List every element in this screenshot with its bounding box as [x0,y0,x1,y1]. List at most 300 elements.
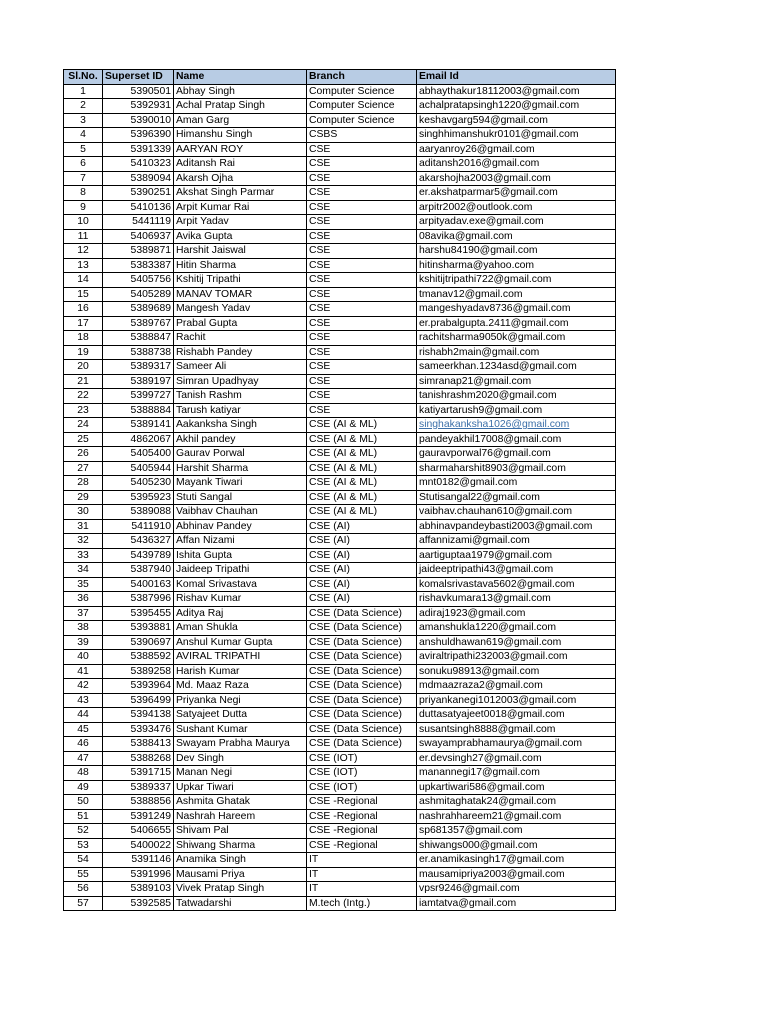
cell-superset-id: 5389088 [103,505,174,520]
cell-superset-id: 5410136 [103,200,174,215]
header-superset-id: Superset ID [103,70,174,85]
table-row [64,809,616,824]
cell-sl-no: 52 [64,824,103,839]
cell-superset-id: 5396390 [103,128,174,143]
cell-email: rishavkumara13@gmail.com [417,592,616,607]
cell-superset-id: 5405289 [103,287,174,302]
cell-sl-no: 41 [64,664,103,679]
cell-name: Rachit [174,331,307,346]
cell-name: Himanshu Singh [174,128,307,143]
cell-branch: CSE (Data Science) [307,679,417,694]
table-row [64,331,616,346]
cell-superset-id: 5390697 [103,635,174,650]
cell-superset-id: 5389317 [103,360,174,375]
table-row [64,200,616,215]
cell-branch: CSE (AI) [307,592,417,607]
cell-sl-no: 29 [64,490,103,505]
cell-email: amanshukla1220@gmail.com [417,621,616,636]
cell-superset-id: 5388884 [103,403,174,418]
table-row [64,389,616,404]
cell-branch: CSE (Data Science) [307,693,417,708]
cell-branch: CSE [307,157,417,172]
table-row [64,824,616,839]
cell-email: priyankanegi1012003@gmail.com [417,693,616,708]
cell-sl-no: 2 [64,99,103,114]
cell-sl-no: 23 [64,403,103,418]
cell-superset-id: 5388413 [103,737,174,752]
cell-email: rishabh2main@gmail.com [417,345,616,360]
cell-superset-id: 5388738 [103,345,174,360]
cell-branch: CSE [307,258,417,273]
cell-sl-no: 40 [64,650,103,665]
cell-sl-no: 13 [64,258,103,273]
cell-email: aaryanroy26@gmail.com [417,142,616,157]
cell-branch: CSE (AI & ML) [307,461,417,476]
table-row [64,142,616,157]
cell-name: Hitin Sharma [174,258,307,273]
cell-name: Harish Kumar [174,664,307,679]
cell-branch: IT [307,882,417,897]
cell-superset-id: 5411910 [103,519,174,534]
cell-name: Harshit Sharma [174,461,307,476]
cell-sl-no: 56 [64,882,103,897]
cell-branch: CSE [307,389,417,404]
cell-branch: CSE (IOT) [307,751,417,766]
cell-name: Mangesh Yadav [174,302,307,317]
cell-superset-id: 5436327 [103,534,174,549]
table-row [64,882,616,897]
cell-sl-no: 9 [64,200,103,215]
cell-superset-id: 5391146 [103,853,174,868]
cell-sl-no: 35 [64,577,103,592]
cell-email: arpitr2002@outlook.com [417,200,616,215]
table-row [64,621,616,636]
table-row [64,693,616,708]
cell-sl-no: 24 [64,418,103,433]
cell-superset-id: 5389767 [103,316,174,331]
cell-name: Aditansh Rai [174,157,307,172]
table-row [64,766,616,781]
table-row [64,432,616,447]
table-row [64,113,616,128]
header-sl-no: Sl.No. [64,70,103,85]
cell-superset-id: 5405400 [103,447,174,462]
table-row [64,780,616,795]
cell-sl-no: 26 [64,447,103,462]
cell-name: Nashrah Hareem [174,809,307,824]
cell-email: akarshojha2003@gmail.com [417,171,616,186]
cell-superset-id: 5391249 [103,809,174,824]
cell-sl-no: 39 [64,635,103,650]
cell-branch: CSE (Data Science) [307,621,417,636]
cell-email: sp681357@gmail.com [417,824,616,839]
cell-name: Dev Singh [174,751,307,766]
cell-sl-no: 53 [64,838,103,853]
cell-sl-no: 3 [64,113,103,128]
cell-branch: CSE [307,302,417,317]
cell-name: Abhinav Pandey [174,519,307,534]
cell-sl-no: 34 [64,563,103,578]
cell-name: Swayam Prabha Maurya [174,737,307,752]
header-name: Name [174,70,307,85]
cell-email: sameerkhan.1234asd@gmail.com [417,360,616,375]
cell-name: Prabal Gupta [174,316,307,331]
cell-branch: IT [307,853,417,868]
table-row [64,548,616,563]
cell-superset-id: 5393881 [103,621,174,636]
cell-email: upkartiwari586@gmail.com [417,780,616,795]
header-email: Email Id [417,70,616,85]
cell-superset-id: 5400022 [103,838,174,853]
cell-branch: CSE (Data Science) [307,737,417,752]
cell-branch: CSE (IOT) [307,766,417,781]
cell-branch: CSE (AI) [307,563,417,578]
cell-superset-id: 5394138 [103,708,174,723]
cell-sl-no: 38 [64,621,103,636]
cell-branch: CSE (AI) [307,577,417,592]
cell-branch: CSE -Regional [307,795,417,810]
cell-email: mangeshyadav8736@gmail.com [417,302,616,317]
cell-branch: Computer Science [307,99,417,114]
cell-name: Anamika Singh [174,853,307,868]
cell-sl-no: 21 [64,374,103,389]
cell-superset-id: 5392585 [103,896,174,911]
cell-sl-no: 18 [64,331,103,346]
cell-superset-id: 5391715 [103,766,174,781]
cell-email: vaibhav.chauhan610@gmail.com [417,505,616,520]
cell-branch: IT [307,867,417,882]
cell-email: susantsingh8888@gmail.com [417,722,616,737]
cell-name: Akarsh Ojha [174,171,307,186]
cell-superset-id: 5389689 [103,302,174,317]
cell-name: Md. Maaz Raza [174,679,307,694]
table-row [64,505,616,520]
cell-name: Stuti Sangal [174,490,307,505]
cell-superset-id: 5389337 [103,780,174,795]
cell-email: abhinavpandeybasti2003@gmail.com [417,519,616,534]
table-row [64,374,616,389]
cell-name: Ashmita Ghatak [174,795,307,810]
cell-branch: CSE [307,229,417,244]
table-row [64,795,616,810]
cell-sl-no: 36 [64,592,103,607]
cell-branch: CSE [307,287,417,302]
cell-sl-no: 20 [64,360,103,375]
cell-email: er.prabalgupta.2411@gmail.com [417,316,616,331]
cell-email: Stutisangal22@gmail.com [417,490,616,505]
cell-email: er.anamikasingh17@gmail.com [417,853,616,868]
cell-sl-no: 37 [64,606,103,621]
cell-sl-no: 6 [64,157,103,172]
table-row [64,345,616,360]
cell-branch: Computer Science [307,113,417,128]
cell-email: aditansh2016@gmail.com [417,157,616,172]
table-row [64,606,616,621]
cell-branch: CSE [307,403,417,418]
cell-email: er.akshatparmar5@gmail.com [417,186,616,201]
cell-sl-no: 25 [64,432,103,447]
cell-name: Harshit Jaiswal [174,244,307,259]
cell-superset-id: 5390251 [103,186,174,201]
cell-sl-no: 49 [64,780,103,795]
cell-superset-id: 5388268 [103,751,174,766]
cell-sl-no: 7 [64,171,103,186]
cell-name: Aman Shukla [174,621,307,636]
table-row [64,186,616,201]
cell-branch: CSE (AI) [307,548,417,563]
cell-sl-no: 45 [64,722,103,737]
cell-name: Affan Nizami [174,534,307,549]
table-row [64,244,616,259]
cell-superset-id: 4862067 [103,432,174,447]
cell-branch: CSE [307,200,417,215]
cell-name: Upkar Tiwari [174,780,307,795]
cell-email: pandeyakhil17008@gmail.com [417,432,616,447]
cell-superset-id: 5389258 [103,664,174,679]
cell-name: Akshat Singh Parmar [174,186,307,201]
table-row [64,751,616,766]
cell-email: anshuldhawan619@gmail.com [417,635,616,650]
cell-sl-no: 47 [64,751,103,766]
cell-name: Akhil pandey [174,432,307,447]
cell-name: Avika Gupta [174,229,307,244]
cell-superset-id: 5389103 [103,882,174,897]
cell-superset-id: 5405230 [103,476,174,491]
cell-sl-no: 28 [64,476,103,491]
cell-superset-id: 5389141 [103,418,174,433]
cell-superset-id: 5391339 [103,142,174,157]
cell-name: Arpit Yadav [174,215,307,230]
cell-name: Satyajeet Dutta [174,708,307,723]
cell-email: abhaythakur18112003@gmail.com [417,84,616,99]
cell-sl-no: 44 [64,708,103,723]
cell-superset-id: 5390010 [103,113,174,128]
table-row [64,838,616,853]
cell-name: Aakanksha Singh [174,418,307,433]
table-row [64,722,616,737]
cell-superset-id: 5393964 [103,679,174,694]
cell-sl-no: 22 [64,389,103,404]
cell-branch: CSE [307,273,417,288]
table-row [64,592,616,607]
cell-branch: CSE [307,171,417,186]
cell-email: aviraltripathi232003@gmail.com [417,650,616,665]
cell-email: vpsr9246@gmail.com [417,882,616,897]
cell-superset-id: 5389094 [103,171,174,186]
cell-branch: CSE (AI & ML) [307,476,417,491]
cell-sl-no: 27 [64,461,103,476]
table-row [64,635,616,650]
table-row [64,171,616,186]
cell-sl-no: 48 [64,766,103,781]
cell-email: arpityadav.exe@gmail.com [417,215,616,230]
table-row [64,490,616,505]
table-body [64,84,616,911]
cell-sl-no: 55 [64,867,103,882]
cell-branch: CSE (AI) [307,519,417,534]
cell-superset-id: 5390501 [103,84,174,99]
cell-branch: CSE (Data Science) [307,664,417,679]
cell-superset-id: 5389871 [103,244,174,259]
cell-email: singhhimanshukr0101@gmail.com [417,128,616,143]
cell-branch: CSE [307,316,417,331]
table-row [64,476,616,491]
cell-sl-no: 4 [64,128,103,143]
cell-branch: M.tech (Intg.) [307,896,417,911]
cell-branch: CSE (AI & ML) [307,432,417,447]
cell-name: Simran Upadhyay [174,374,307,389]
cell-branch: CSE (AI & ML) [307,490,417,505]
table-row [64,563,616,578]
email-link[interactable]: singhakanksha1026@gmail.com [417,418,616,433]
cell-email: duttasatyajeet0018@gmail.com [417,708,616,723]
cell-superset-id: 5441119 [103,215,174,230]
cell-superset-id: 5387940 [103,563,174,578]
cell-name: Aman Garg [174,113,307,128]
cell-superset-id: 5388856 [103,795,174,810]
cell-superset-id: 5392931 [103,99,174,114]
cell-superset-id: 5406655 [103,824,174,839]
header-row [64,70,616,85]
cell-branch: CSE [307,360,417,375]
cell-sl-no: 12 [64,244,103,259]
cell-superset-id: 5383387 [103,258,174,273]
cell-email: er.devsingh27@gmail.com [417,751,616,766]
table-row [64,84,616,99]
cell-sl-no: 43 [64,693,103,708]
cell-superset-id: 5406937 [103,229,174,244]
cell-email: mdmaazraza2@gmail.com [417,679,616,694]
cell-branch: CSE -Regional [307,838,417,853]
cell-name: Priyanka Negi [174,693,307,708]
cell-name: Tarush katiyar [174,403,307,418]
table-row [64,896,616,911]
cell-sl-no: 51 [64,809,103,824]
cell-email: mnt0182@gmail.com [417,476,616,491]
cell-superset-id: 5388847 [103,331,174,346]
table-row [64,447,616,462]
cell-sl-no: 33 [64,548,103,563]
cell-name: Komal Srivastava [174,577,307,592]
cell-name: Rishabh Pandey [174,345,307,360]
cell-name: Anshul Kumar Gupta [174,635,307,650]
cell-email: 08avika@gmail.com [417,229,616,244]
cell-name: Arpit Kumar Rai [174,200,307,215]
table-row [64,650,616,665]
cell-email: mausamipriya2003@gmail.com [417,867,616,882]
cell-branch: CSE [307,331,417,346]
table-row [64,215,616,230]
cell-email: komalsrivastava5602@gmail.com [417,577,616,592]
cell-sl-no: 17 [64,316,103,331]
cell-sl-no: 10 [64,215,103,230]
cell-branch: CSE (Data Science) [307,650,417,665]
cell-name: Kshitij Tripathi [174,273,307,288]
cell-superset-id: 5388592 [103,650,174,665]
cell-name: Sameer Ali [174,360,307,375]
cell-email: hitinsharma@yahoo.com [417,258,616,273]
cell-branch: CSE (IOT) [307,780,417,795]
cell-sl-no: 54 [64,853,103,868]
cell-branch: CSE [307,345,417,360]
table-row [64,679,616,694]
table-row [64,316,616,331]
cell-branch: CSE (Data Science) [307,635,417,650]
cell-name: Shivam Pal [174,824,307,839]
table-row [64,229,616,244]
table-row [64,519,616,534]
table-row [64,664,616,679]
cell-sl-no: 8 [64,186,103,201]
cell-name: AVIRAL TRIPATHI [174,650,307,665]
cell-email: simranap21@gmail.com [417,374,616,389]
cell-superset-id: 5396499 [103,693,174,708]
cell-sl-no: 1 [64,84,103,99]
cell-sl-no: 31 [64,519,103,534]
cell-sl-no: 50 [64,795,103,810]
cell-name: Aditya Raj [174,606,307,621]
table-row [64,258,616,273]
cell-superset-id: 5393476 [103,722,174,737]
cell-sl-no: 15 [64,287,103,302]
cell-email: iamtatva@gmail.com [417,896,616,911]
table-row [64,287,616,302]
table-row [64,302,616,317]
cell-superset-id: 5387996 [103,592,174,607]
cell-sl-no: 11 [64,229,103,244]
cell-email: affannizami@gmail.com [417,534,616,549]
cell-branch: CSE (AI & ML) [307,447,417,462]
cell-email: keshavgarg594@gmail.com [417,113,616,128]
cell-superset-id: 5395923 [103,490,174,505]
table-row [64,99,616,114]
table-row [64,418,616,433]
cell-superset-id: 5439789 [103,548,174,563]
cell-name: Mausami Priya [174,867,307,882]
table-row [64,534,616,549]
cell-branch: CSE (AI & ML) [307,418,417,433]
table-row [64,737,616,752]
cell-email: harshu84190@gmail.com [417,244,616,259]
cell-email: manannegi17@gmail.com [417,766,616,781]
cell-branch: CSE [307,186,417,201]
table-row [64,273,616,288]
cell-branch: CSE [307,142,417,157]
cell-name: Jaideep Tripathi [174,563,307,578]
cell-name: Ishita Gupta [174,548,307,563]
cell-email: tmanav12@gmail.com [417,287,616,302]
cell-superset-id: 5400163 [103,577,174,592]
cell-email: jaideeptripathi43@gmail.com [417,563,616,578]
cell-email: kshitijtripathi722@gmail.com [417,273,616,288]
table-row [64,708,616,723]
cell-branch: CSE (Data Science) [307,722,417,737]
table-row [64,853,616,868]
cell-name: Gaurav Porwal [174,447,307,462]
cell-sl-no: 19 [64,345,103,360]
cell-email: shiwangs000@gmail.com [417,838,616,853]
table-row [64,577,616,592]
cell-sl-no: 5 [64,142,103,157]
cell-name: Abhay Singh [174,84,307,99]
cell-branch: CSE -Regional [307,824,417,839]
cell-superset-id: 5399727 [103,389,174,404]
cell-email: aartiguptaa1979@gmail.com [417,548,616,563]
cell-superset-id: 5405944 [103,461,174,476]
cell-branch: CSE (Data Science) [307,708,417,723]
cell-name: MANAV TOMAR [174,287,307,302]
cell-name: Shiwang Sharma [174,838,307,853]
